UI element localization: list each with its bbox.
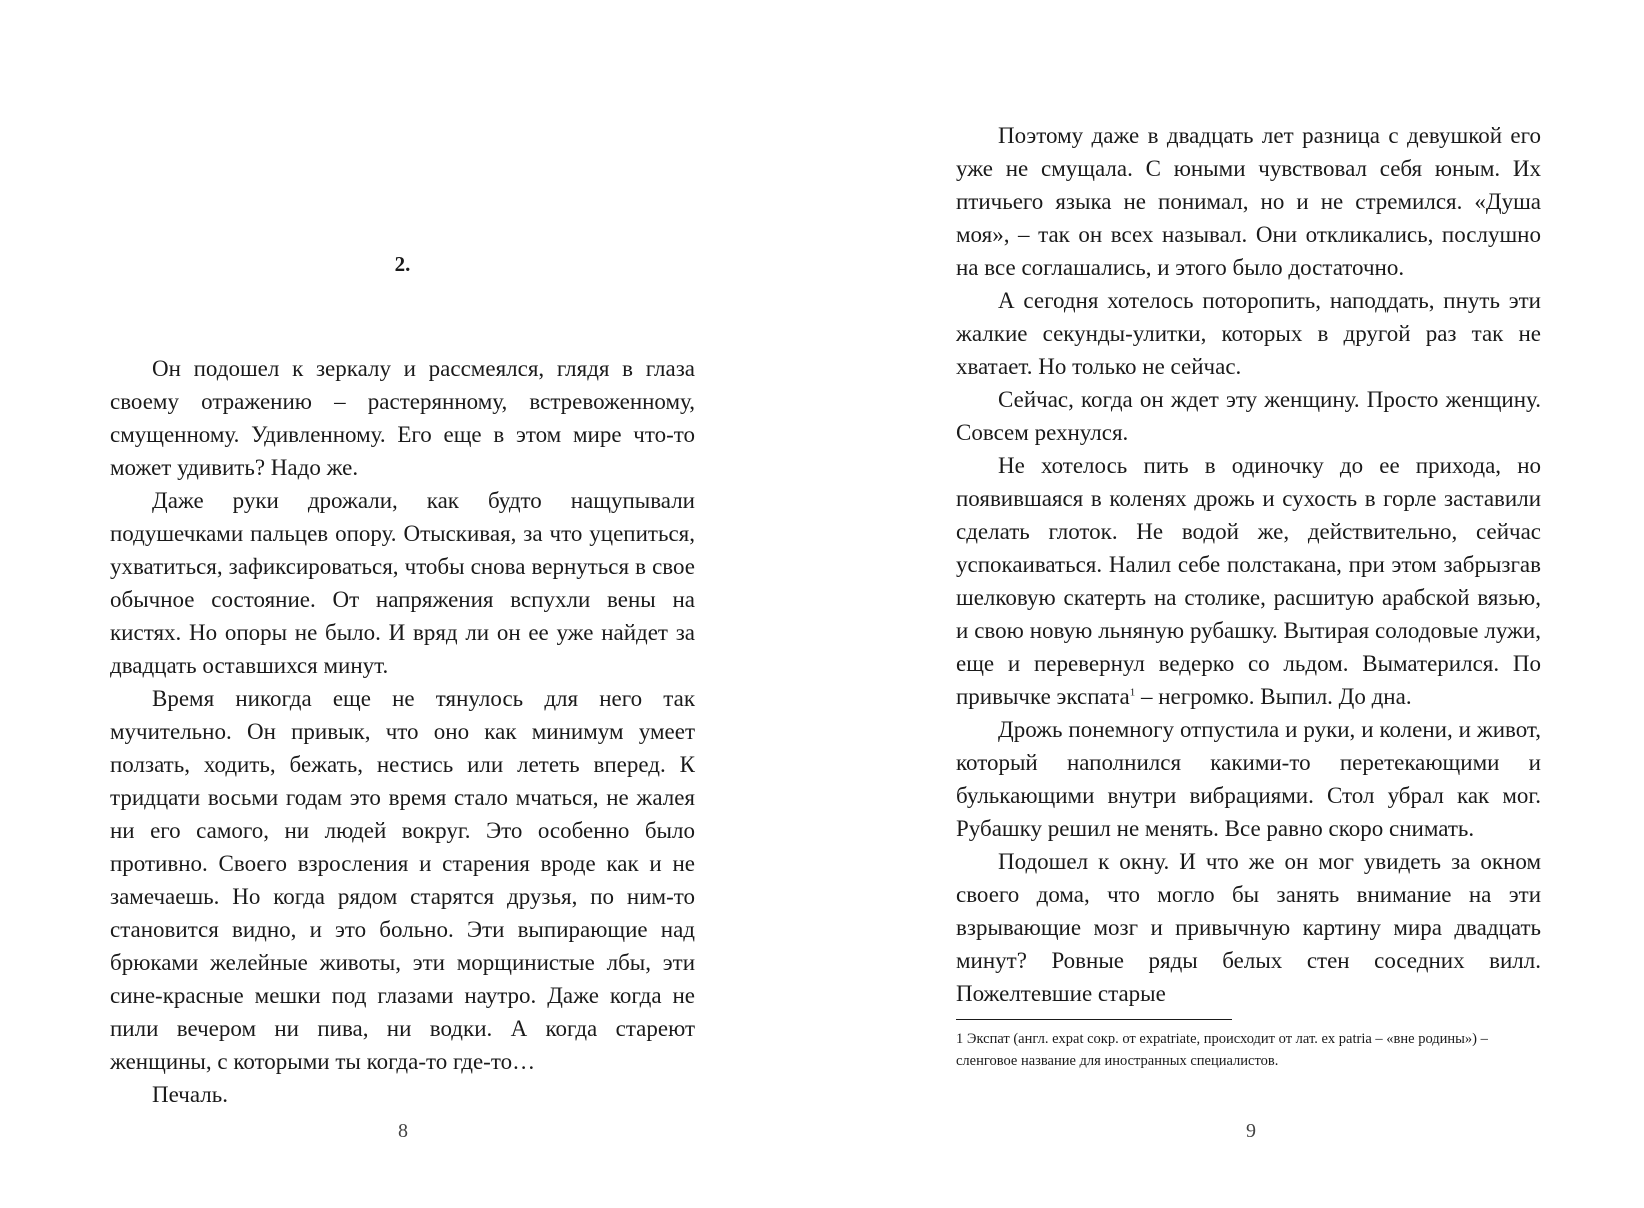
- paragraph: Он подошел к зеркалу и рассмеялся, глядя в глаза своему отражению – растерянному, встревоженному, смущенному. Удивленному. Его еще в этом мире что-то может удивить? Надо же.: [110, 356, 695, 480]
- paragraph-with-footnote: [956, 449, 1541, 713]
- footnote-marker: 1: [1129, 686, 1136, 699]
- page-number-left: 8: [398, 1120, 408, 1142]
- right-page-body: [956, 119, 1541, 1010]
- paragraph: Дрожь понемногу отпустила и руки, и колени, и живот, который наполнился какими-то перетекающими и булькающими внутри вибрациями. Стол убрал как мог. Рубашку решил не менять. Все равно скоро снимать.: [956, 717, 1541, 841]
- paragraph: Поэтому даже в двадцать лет разница с девушкой его уже не смущала. С юными чувствовал себя юным. Их птичьего языка не понимал, но и не стремился. «Душа моя», – так он всех называл. Они откликались, послушно на все соглашались, и этого было достаточно.: [956, 123, 1541, 280]
- footnote: 1 Экспат (англ. expat сокр. от expatriate, происходит от лат. ex patria – «вне родины») – сленговое название для иностранных специалистов.: [956, 1031, 1488, 1069]
- paragraph-text: – негромко. Выпил. До дна.: [1135, 684, 1412, 709]
- left-page-body: [110, 352, 695, 1111]
- paragraph: Даже руки дрожали, как будто нащупывали подушечками пальцев опору. Отыскивая, за что уцепиться, ухватиться, зафиксироваться, чтобы снова вернуться в свое обычное состояние. От напряжения вспухли вены на кистях. Но опоры не было. И вряд ли он ее уже найдет за двадцать оставшихся минут.: [110, 488, 695, 678]
- chapter-number: 2.: [394, 252, 411, 276]
- paragraph: А сегодня хотелось поторопить, наподдать, пнуть эти жалкие секунды-улитки, которых в другой раз так не хватает. Но только не сейчас.: [956, 288, 1541, 379]
- paragraph: Время никогда еще не тянулось для него так мучительно. Он привык, что оно как минимум умеет ползать, ходить, бежать, нестись или лететь вперед. К тридцати восьми годам это время стало мчаться, не жалея ни его самого, ни людей вокруг. Это особенно было противно. Своего взросления и старения вроде как и не замечаешь. Но когда рядом старятся друзья, по ним-то становится видно, и это больно. Эти выпирающие над брюками желейные животы, эти морщинистые лбы, эти сине-красные мешки под глазами наутро. Даже когда не пили вечером ни пива, ни водки. А когда стареют женщины, с которыми ты когда-то где-то…: [110, 686, 695, 1074]
- right-page: [822, 0, 1644, 1208]
- paragraph: Подошел к окну. И что же он мог увидеть за окном своего дома, что могло бы занять внимание на эти взрывающие мозг и привычную картину мира двадцать минут? Ровные ряды белых стен соседних вилл. Пожелтевшие старые: [956, 849, 1541, 1006]
- paragraph: Сейчас, когда он ждет эту женщину. Просто женщину. Совсем рехнулся.: [956, 387, 1541, 445]
- footnote-divider: [956, 1019, 1232, 1020]
- page-number-right: 9: [1246, 1120, 1256, 1142]
- paragraph-text: Не хотелось пить в одиночку до ее прихода, но появившаяся в коленях дрожь и сухость в горле заставили сделать глоток. Не водой же, действительно, сейчас успокаиваться. Налил себе полстакана, при этом забрызгав шелковую скатерть на столике, расшитую арабской вязью, и свою новую льняную рубашку. Вытирая солодовые лужи, еще и перевернул ведерко со льдом. Выматерился. По привычке экспата: [956, 453, 1541, 709]
- paragraph: Печаль.: [152, 1082, 228, 1107]
